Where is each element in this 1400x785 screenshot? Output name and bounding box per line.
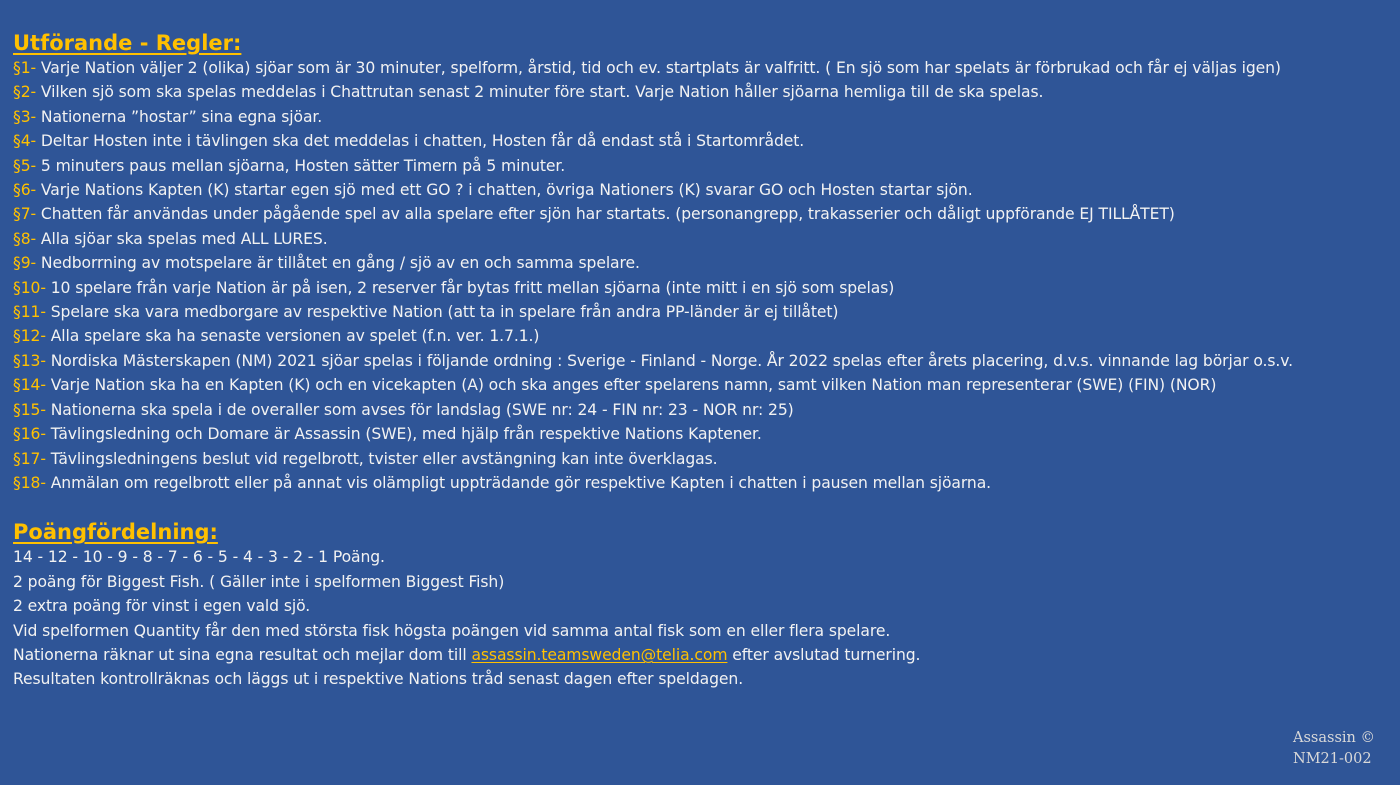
rule-text: Anmälan om regelbrott eller på annat vis olämpligt uppträdande gör respektive Kapten i chatten i pausen mellan sjöarna.: [45, 473, 992, 492]
rule-text: Nationerna ska spela i de overaller som avses för landslag (SWE nr: 24 - FIN nr: 23 - NOR nr: 25): [45, 400, 794, 419]
rule-number: §6-: [13, 181, 37, 200]
rule-text: 10 spelare från varje Nation är på isen, 2 reserver får bytas fritt mellan sjöarna (inte mitt i en sjö som spelas): [45, 278, 895, 297]
rule-text: Tävlingsledning och Domare är Assassin (SWE), med hjälp från respektive Nations Kaptener.: [45, 425, 762, 444]
rule-text: Varje Nation ska ha en Kapten (K) och en vicekapten (A) och ska anges efter spelarens namn, samt vilken Nation man representerar (SWE) (FIN) (NOR): [45, 376, 1217, 395]
rule-item-5: [13, 154, 1393, 178]
rule-text: Tävlingsledningens beslut vid regelbrott, tvister eller avstängning kan inte överklagas.: [45, 449, 718, 468]
rule-item-18: [13, 471, 1393, 495]
rule-number: §3-: [13, 107, 37, 126]
rule-item-14: [13, 373, 1393, 397]
rule-item-12: [13, 324, 1393, 348]
results-text-before: Nationerna räknar ut sina egna resultat och mejlar dom till: [13, 645, 472, 664]
rule-item-9: [13, 251, 1393, 275]
rule-text: Varje Nations Kapten (K) startar egen sjö med ett GO ? i chatten, övriga Nationers (K) svarar GO och Hosten startar sjön.: [36, 181, 973, 200]
rule-item-13: [13, 349, 1393, 373]
rule-text: Alla spelare ska ha senaste versionen av spelet (f.n. ver. 1.7.1.): [45, 327, 540, 346]
rule-item-7: [13, 202, 1393, 226]
rule-number: §10-: [13, 278, 46, 297]
rule-number: §12-: [13, 327, 46, 346]
rule-number: §8-: [13, 229, 37, 248]
points-results-email: [13, 643, 1393, 667]
rule-item-1: [13, 56, 1393, 80]
rule-text: Deltar Hosten inte i tävlingen ska det meddelas i chatten, Hosten får då endast stå i Startområdet.: [36, 132, 805, 151]
rule-item-6: [13, 178, 1393, 202]
rule-text: Varje Nation väljer 2 (olika) sjöar som är 30 minuter, spelform, årstid, tid och ev. startplats är valfritt. ( En sjö som har spelats är förbrukad och får ej väljas igen): [36, 59, 1281, 77]
points-biggest-fish: 2 poäng för Biggest Fish. ( Gäller inte i spelformen Biggest Fish): [13, 572, 505, 591]
rule-text: Nedborrning av motspelare är tillåtet en gång / sjö av en och samma spelare.: [36, 254, 640, 273]
rules-heading: Utförande - Regler:: [13, 31, 242, 55]
rule-item-17: [13, 447, 1393, 471]
rule-text: Spelare ska vara medborgare av respektive Nation (att ta in spelare från andra PP-länder är ej tillåtet): [45, 303, 839, 322]
rule-item-4: [13, 129, 1393, 153]
credits-author: Assassin ©: [1293, 730, 1375, 746]
email-link[interactable]: assassin.teamsweden@telia.com: [471, 645, 728, 664]
results-text-after: efter avslutad turnering.: [727, 645, 921, 664]
rule-number: §17-: [13, 449, 46, 468]
points-heading: Poängfördelning:: [13, 520, 218, 545]
rule-number: §13-: [13, 351, 46, 370]
rule-text: Chatten får användas under pågående spel av alla spelare efter sjön har startats. (personangrepp, trakasserier och dåligt uppförande EJ TILLÅTET): [36, 205, 1175, 224]
rule-number: §16-: [13, 425, 46, 444]
points-quantity-rule: Vid spelformen Quantity får den med största fisk högsta poängen vid samma antal fisk som en eller flera spelare.: [13, 621, 891, 640]
rule-text: Nordiska Mästerskapen (NM) 2021 sjöar spelas i följande ordning : Sverige - Finland - Norge. År 2022 spelas efter årets placering, d.v.s. vinnande lag börjar o.s.v.: [45, 351, 1293, 370]
rule-number: §4-: [13, 132, 37, 151]
points-list: [13, 545, 1393, 691]
rule-item-3: [13, 105, 1393, 129]
rule-item-11: [13, 300, 1393, 324]
points-extra-win: 2 extra poäng för vinst i egen vald sjö.: [13, 597, 311, 616]
credits: [1293, 728, 1375, 770]
rule-text: Alla sjöar ska spelas med ALL LURES.: [36, 229, 328, 248]
rule-number: §11-: [13, 303, 46, 322]
section-spacer: [13, 495, 1393, 519]
rule-item-16: [13, 422, 1393, 446]
rule-number: §14-: [13, 376, 46, 395]
rules-list: [13, 56, 1393, 495]
rule-number: §9-: [13, 254, 37, 273]
credits-code: NM21-002: [1293, 751, 1372, 767]
rule-number: §5-: [13, 156, 37, 175]
rule-number: §18-: [13, 473, 46, 492]
rule-text: 5 minuters paus mellan sjöarna, Hosten sätter Timern på 5 minuter.: [36, 156, 566, 175]
rule-text: Vilken sjö som ska spelas meddelas i Chattrutan senast 2 minuter före start. Varje Nation håller sjöarna hemliga till de ska spelas.: [36, 83, 1044, 102]
rule-number: §1-: [13, 59, 37, 77]
rule-item-8: [13, 227, 1393, 251]
points-verification: Resultaten kontrollräknas och läggs ut i respektive Nations tråd senast dagen efter speldagen.: [13, 670, 744, 689]
document-body: [13, 30, 1393, 692]
rule-number: §15-: [13, 400, 46, 419]
rule-number: §2-: [13, 83, 37, 102]
rule-item-2: [13, 80, 1393, 104]
points-scale: 14 - 12 - 10 - 9 - 8 - 7 - 6 - 5 - 4 - 3 - 2 - 1 Poäng.: [13, 548, 385, 567]
rule-number: §7-: [13, 205, 37, 224]
rule-text: Nationerna ”hostar” sina egna sjöar.: [36, 107, 323, 126]
rule-item-10: [13, 276, 1393, 300]
rule-item-15: [13, 398, 1393, 422]
